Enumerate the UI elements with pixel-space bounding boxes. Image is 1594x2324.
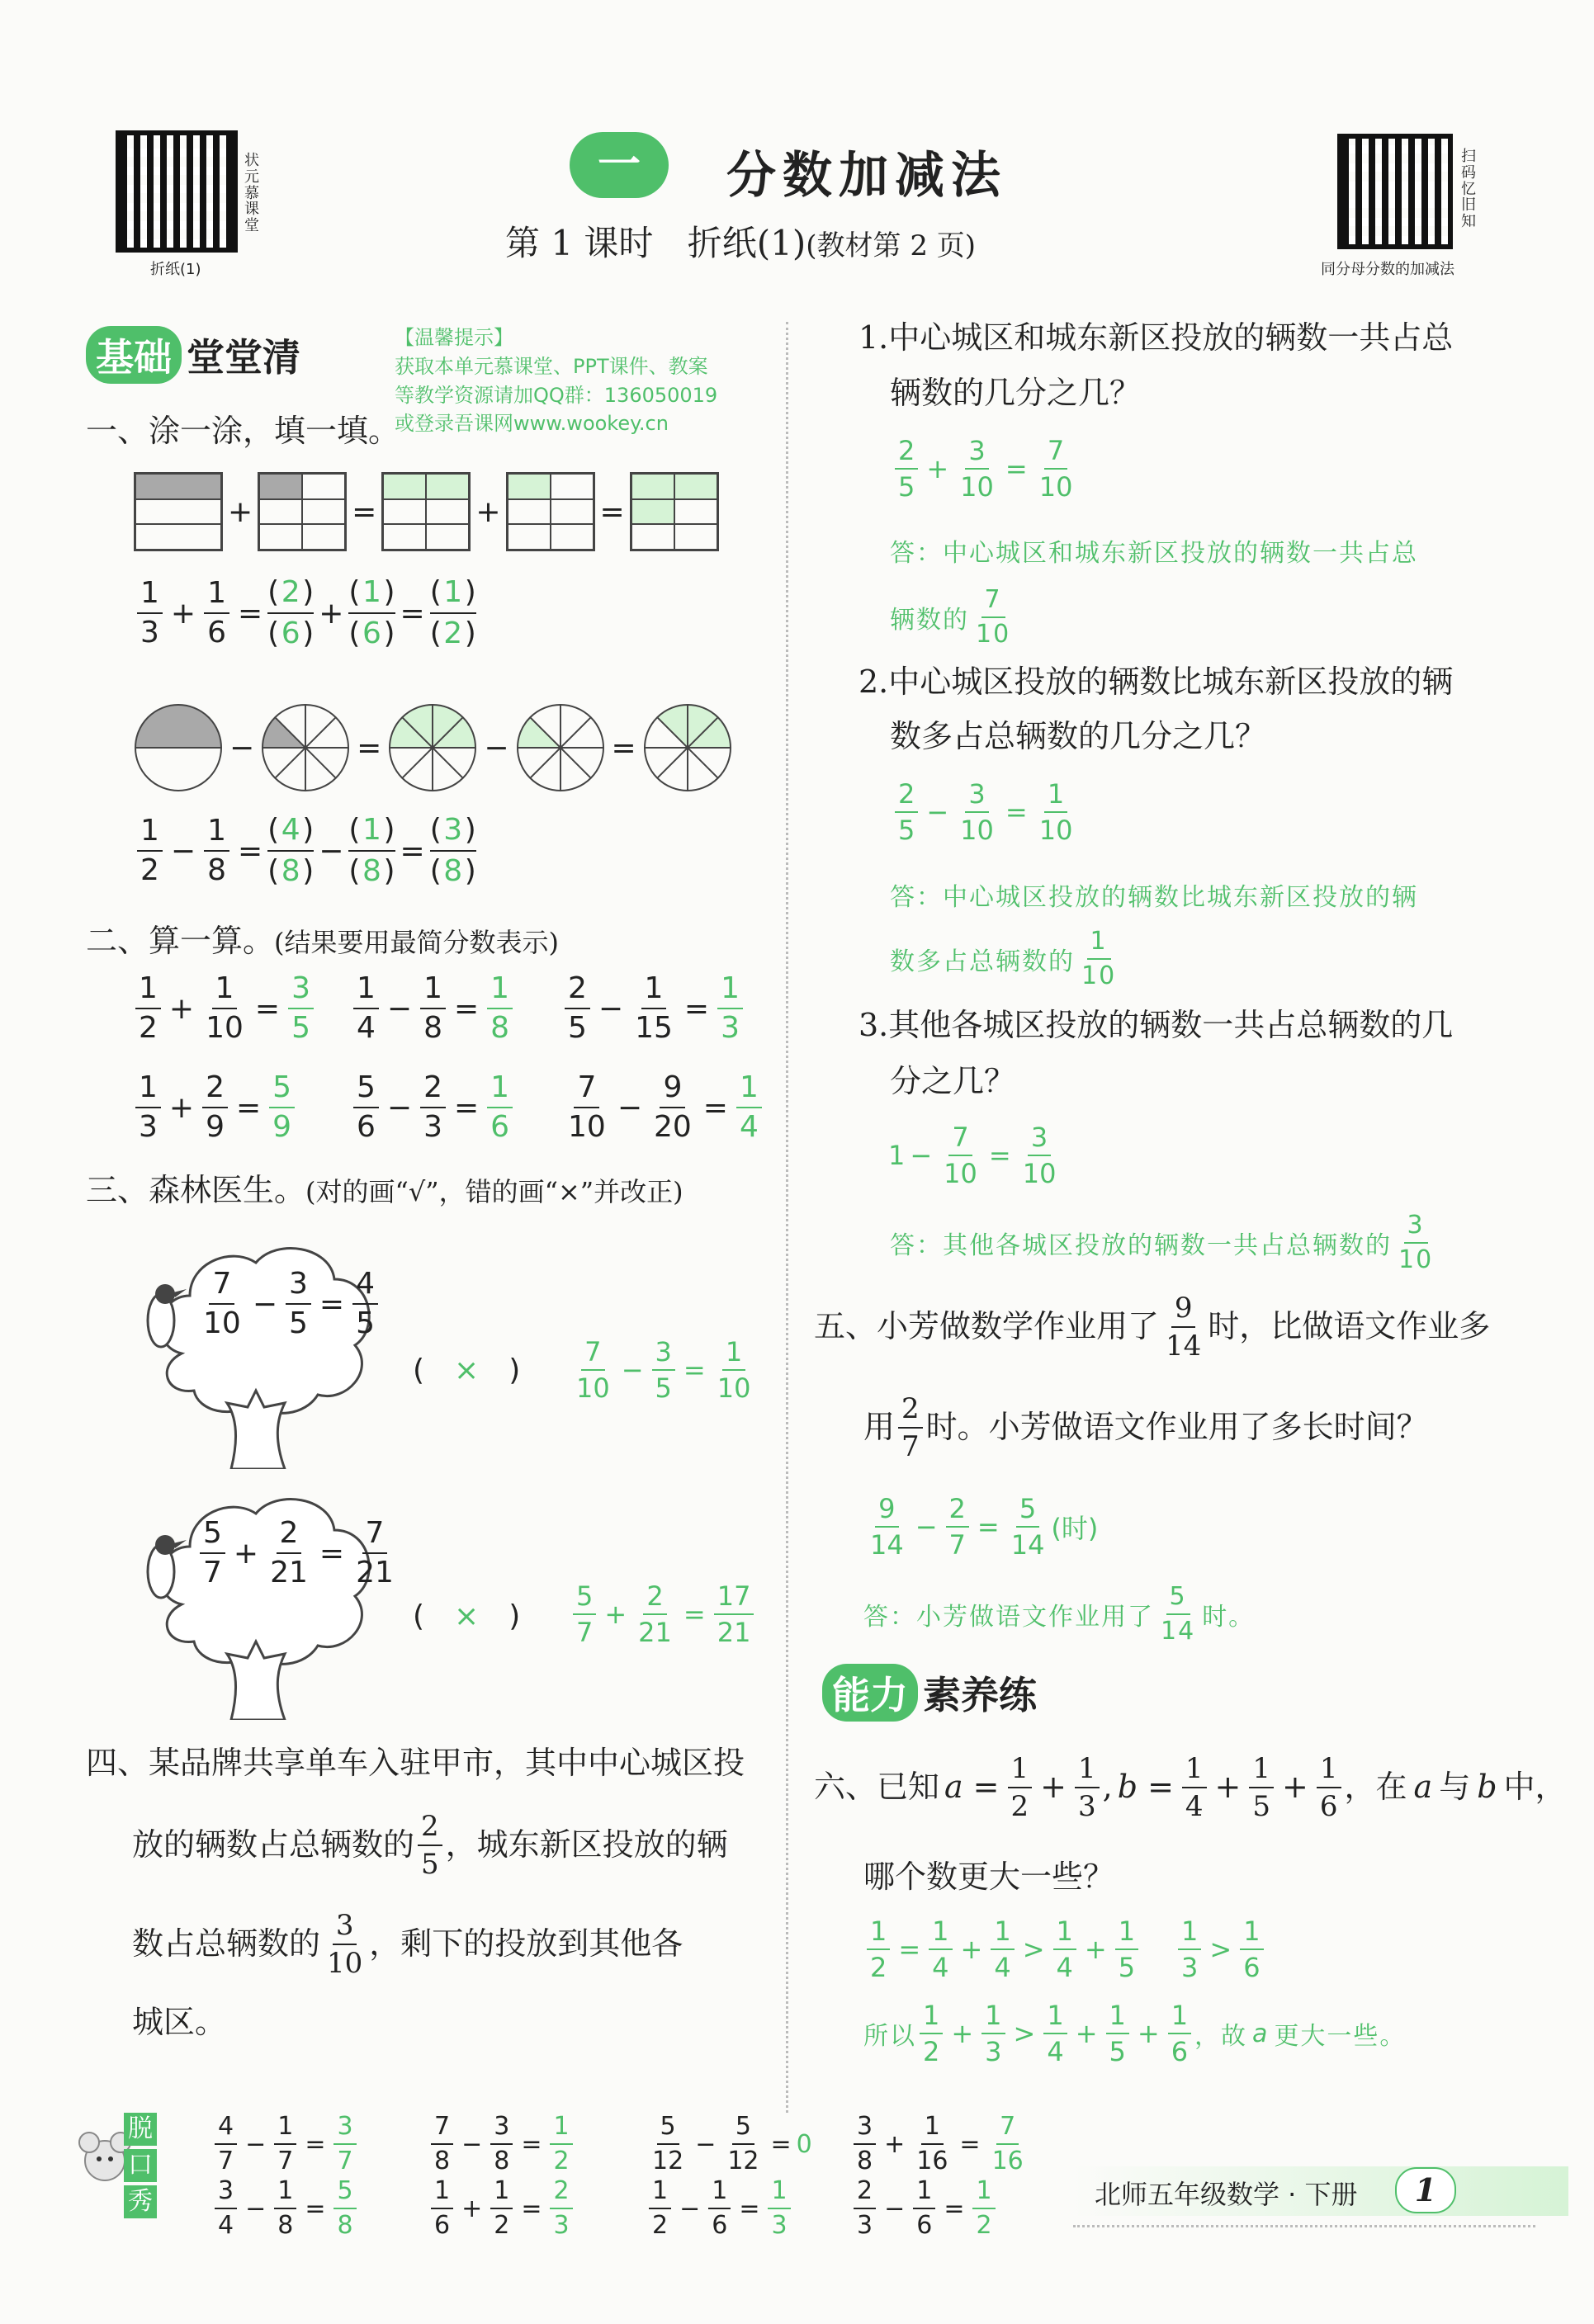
drill-3b: 1 2 − $\frac{1}{6}$ = $\frac{1}{3}$ (646, 2179, 794, 2238)
q3-tree2-expr: 5 7 + $\frac{2}{21}$ = $\frac{7}{21}$ (196, 1519, 400, 1588)
book-title: 北师五年级数学 · 下册 (1095, 2179, 1358, 2210)
q4-line-3: 数占总辆数的 3 10 ，剩下的投放到其他各 (132, 1909, 683, 1980)
q6-var-b-2: b (1477, 1769, 1497, 1806)
q2-expr-4: 1 3 + $\frac{2}{9}$ = $\frac{5}{9}$ (132, 1073, 298, 1142)
qr-code-left[interactable] (116, 130, 238, 253)
q3-title: 三、森林医生。 (86, 1172, 306, 1208)
minus-sign: − (484, 730, 509, 765)
q5-text-a: 五、小芳做数学作业用了 (814, 1308, 1160, 1345)
r3-work-one: 1 (888, 1140, 906, 1171)
rect-sixths-shaded (258, 472, 347, 551)
drill-1a: 4 7 − $\frac{1}{7}$ = $\frac{3}{7}$ (211, 2114, 360, 2174)
r2-work: 2 5 − $\frac{3}{10}$ = $\frac{1}{10}$ (892, 781, 1079, 843)
q2-expr-2: 1 4 − $\frac{1}{8}$ = $\frac{1}{8}$ (350, 974, 516, 1043)
answer-slot[interactable]: ( 4 ) ( 8 ) (267, 813, 315, 888)
drill-3a: 5 12 − $\frac{5}{12}$ = 0 (652, 2112, 812, 2175)
drill-2a: 7 8 − $\frac{3}{8}$ = $\frac{1}{2}$ (428, 2114, 576, 2174)
circle-half-shaded (132, 701, 225, 794)
q6-text-a: 六、已知 (814, 1769, 940, 1806)
q1-label: 一、涂一涂，填一填。 (86, 413, 400, 449)
q3-correction-1: 7 10 − $\frac{3}{5}$ = $\frac{1}{10}$ (576, 1336, 751, 1404)
q2-title: 二、算一算。 (86, 923, 275, 959)
q3-judgement-2[interactable]: ( × ) (413, 1599, 521, 1633)
r2-answer-a: 答：中心城区投放的辆数比城东新区投放的辆 (890, 883, 1418, 912)
q3-tree1-expr: 7 10 − $\frac{3}{5}$ = $\frac{4}{5}$ (196, 1269, 381, 1339)
q1-rect-row (134, 472, 719, 551)
q6-var-a: a (944, 1769, 963, 1806)
r1-question-a: 1.中心城区和城东新区投放的辆数一共占总 (858, 319, 1454, 356)
rect-sixths-answer-a (381, 472, 471, 551)
basic-section-label-b: 堂堂清 (187, 335, 300, 380)
q5-answer: 答：小芳做语文作业用了 5 14 时。 (863, 1582, 1256, 1646)
lesson-line (505, 216, 976, 266)
q6-answer-text-c: 更大一些。 (1274, 2022, 1407, 2051)
unit-title: 分数加减法 (726, 147, 1007, 205)
q5-text-c: 用 (863, 1409, 896, 1446)
footer-dotted-rule (1073, 2225, 1535, 2227)
equals-sign: = (611, 730, 636, 765)
qr-right-side-text: 扫码忆旧知 (1461, 148, 1476, 231)
q4-line-1: 四、某品牌共享单车入驻甲市，其中中心城区投 (86, 1745, 745, 1781)
q5-work: 9 14 − $\frac{2}{7}$ = $\frac{5}{14}$ (时) (870, 1493, 1099, 1561)
badge-char-3: 秀 (124, 2185, 157, 2218)
badge-char-1: 脱 (124, 2113, 157, 2146)
r3-answer-text: 答：其他各城区投放的辆数一共占总辆数的 (890, 1231, 1392, 1260)
q1-equation-2: 1 2 − $\frac{1}{8}$ = ( 4 ) ( 8 ) − ( 1 ) ( 8 ) = ( 3 ) ( 8 ) (134, 815, 476, 886)
badge-char-2: 口 (124, 2149, 157, 2182)
circle-eighths-shaded (259, 701, 352, 794)
unit-number: 一 (597, 139, 641, 190)
q5-line-1: 五、小芳做数学作业用了 9 14 时，比做语文作业多 (814, 1292, 1491, 1363)
r1-work: 2 5 + $\frac{3}{10}$ = $\frac{7}{10}$ (892, 437, 1079, 500)
q4-line-2-text-a: 放的辆数占总辆数的 (132, 1826, 415, 1863)
r1-answer-b: 辆数的 7 10 (890, 585, 1011, 649)
q5-answer-text-a: 答：小芳做语文作业用了 (863, 1603, 1154, 1632)
q3-judgement-1[interactable]: ( × ) (413, 1353, 521, 1387)
tree-woodpecker-illustration (132, 1481, 380, 1720)
unit-number-badge (570, 132, 669, 198)
ability-section-label-a: 能力 (822, 1664, 918, 1722)
q6-text-c: 与 (1439, 1769, 1471, 1806)
lesson-ref: (教材第 2 页) (806, 229, 977, 262)
q2-expr-6: 7 10 − $\frac{9}{20}$ = $\frac{1}{4}$ (561, 1073, 765, 1142)
q2-note: (结果要用最简分数表示) (274, 927, 559, 958)
r3-question-b: 分之几？ (890, 1063, 1016, 1099)
circle-eighths-answer-a (386, 701, 479, 794)
answer-slot[interactable]: ( 1 ) ( 6 ) (348, 575, 395, 650)
basic-section-label-a: 基础 (86, 326, 182, 384)
answer-slot[interactable]: ( 2 ) ( 6 ) (267, 575, 315, 650)
rect-sixths-answer-sum (630, 472, 719, 551)
r1-answer-a: 答：中心城区和城东新区投放的辆数一共占总 (890, 539, 1418, 568)
q6-line-2: 哪个数更大一些？ (863, 1859, 1115, 1895)
r1-answer-b-text: 辆数的 (890, 606, 969, 635)
q4-line-2-text-b: ，城东新区投放的辆 (445, 1826, 728, 1863)
tip-box (395, 324, 717, 438)
q4-line-3-text-b: ，剩下的投放到其他各 (369, 1925, 683, 1963)
q3-correction-2: 5 7 + $\frac{2}{21}$ = $\frac{17}{21}$ (570, 1583, 757, 1646)
q3-note: (对的画“√”，错的画“×”并改正) (305, 1176, 683, 1207)
page-number: 1 (1395, 2167, 1456, 2213)
q6-var-a-2: a (1413, 1769, 1433, 1806)
circle-eighths-answer-b (514, 701, 607, 794)
drill-1b: 3 4 − $\frac{1}{8}$ = $\frac{5}{8}$ (211, 2179, 360, 2238)
plus-sign: + (228, 494, 253, 529)
q6-line-1: 六、已知 a = $\frac{1}{2}$ + $\frac{1}{3}$ , b = $\frac{1}{4}$ + $\frac{1}{5}$ + $\frac{1}{6}$ ，在 a 与 b 中， (814, 1752, 1567, 1823)
lesson-topic: 折纸(1) (687, 223, 806, 263)
equals-sign: = (357, 730, 382, 765)
equals-sign: = (352, 494, 377, 529)
q4-line-2: 放的辆数占总辆数的 2 5 ，城东新区投放的辆 (132, 1810, 728, 1881)
drill-4a: 3 8 + $\frac{1}{16}$ = $\frac{7}{16}$ (850, 2114, 1030, 2174)
answer-slot[interactable]: ( 3 ) ( 8 ) (429, 813, 476, 888)
r2-question-a: 2.中心城区投放的辆数比城东新区投放的辆 (858, 664, 1454, 700)
q4-line-3-text-a: 数占总辆数的 (132, 1925, 321, 1963)
tip-line-2: 等教学资源请加QQ群：136050019 (395, 383, 718, 407)
r3-work: 1 − $\frac{7}{10}$ = $\frac{3}{10}$ (888, 1122, 1057, 1189)
ability-section-label-b: 素养练 (923, 1673, 1037, 1717)
q3-label (86, 1170, 683, 1211)
q5-text-d: 时。小芳做语文作业用了多长时间？ (925, 1409, 1428, 1446)
q6-text-d: 中， (1503, 1769, 1567, 1806)
basic-section-banner (86, 326, 300, 384)
r2-question-b: 数多占总辆数的几分之几？ (890, 718, 1267, 754)
tree-woodpecker-illustration (132, 1230, 380, 1469)
q1-circle-row (132, 701, 734, 794)
q3-mark-2: × (454, 1599, 480, 1633)
rect-sixths-answer-b (506, 472, 595, 551)
q6-answer: 所以 1 2 + $\frac{1}{3}$ > 1 4 + $\frac{1}{5}$ + $\frac{1}{6}$ ，故 a 更大一些。 (863, 2000, 1407, 2067)
plus-sign: + (475, 494, 501, 529)
q6-text-b: ，在 (1344, 1769, 1407, 1806)
tip-line-1: 获取本单元慕课堂、PPT课件、教案 (395, 354, 708, 378)
q6-work-1: $\frac{1}{2}$ = $\frac{1}{4}$ + $\frac{1}{4}$ > 1 4 + $\frac{1}{5}$ 1 3 > 1 6 (863, 1918, 1267, 1981)
q2-expr-1: 1 2 + $\frac{1}{10}$ = $\frac{3}{5}$ (132, 974, 317, 1043)
q6-var-b: b (1117, 1769, 1138, 1806)
r3-question-a: 3.其他各城区投放的辆数一共占总辆数的几 (858, 1007, 1454, 1043)
drill-2b: 1 6 + $\frac{1}{2}$ = $\frac{2}{3}$ (428, 2179, 576, 2238)
r2-answer-b: 数多占总辆数的 1 10 (890, 927, 1117, 990)
ability-section-banner (822, 1664, 1037, 1722)
drill-4b: 2 3 − $\frac{1}{6}$ = $\frac{1}{2}$ (850, 2179, 999, 2238)
q3-mark-1: × (454, 1353, 480, 1387)
q5-line-2: 用 2 7 时。小芳做语文作业用了多长时间？ (863, 1392, 1428, 1463)
q5-text-b: 时，比做语文作业多 (1208, 1308, 1491, 1345)
talk-show-badge (76, 2113, 158, 2220)
column-divider (786, 322, 788, 2113)
q5-answer-text-b: 时。 (1202, 1603, 1256, 1632)
q2-expr-5: 5 6 − $\frac{2}{3}$ = $\frac{1}{6}$ (350, 1073, 516, 1142)
answer-slot[interactable]: ( 1 ) ( 8 ) (348, 813, 395, 888)
q6-answer-text-b: ，故 (1194, 2022, 1248, 2051)
qr-right-caption: 同分母分数的加减法 (1321, 261, 1454, 278)
r1-question-b: 辆数的几分之几？ (890, 375, 1142, 411)
minus-sign: − (229, 730, 255, 765)
qr-code-right[interactable] (1337, 134, 1453, 249)
tip-title: 【温馨提示】 (395, 326, 513, 349)
lesson-number: 第 1 课时 (505, 223, 654, 263)
circle-eighths-answer-diff (641, 701, 734, 794)
qr-left-side-text: 状元慕课堂 (244, 152, 259, 235)
equals-sign: = (599, 494, 625, 529)
rect-thirds-shaded (134, 472, 223, 551)
r3-answer: 答：其他各城区投放的辆数一共占总辆数的 3 10 (890, 1211, 1434, 1274)
q5-unit: (时) (1051, 1513, 1099, 1544)
q6-answer-text-a: 所以 (863, 2022, 916, 2051)
q4-line-4: 城区。 (132, 2004, 227, 2040)
r2-answer-b-text: 数多占总辆数的 (890, 947, 1075, 976)
tip-line-3: 或登录吾课网www.wookey.cn (395, 412, 669, 436)
answer-slot[interactable]: ( 1 ) ( 2 ) (429, 575, 476, 650)
q2-expr-3: 2 5 − $\frac{1}{15}$ = $\frac{1}{3}$ (561, 974, 746, 1043)
q1-equation-1: 1 3 + $\frac{1}{6}$ = ( 2 ) ( 6 ) + ( 1 ) ( 6 ) = ( 1 ) ( 2 ) (134, 578, 476, 649)
q6-answer-var: a (1252, 2019, 1270, 2048)
q2-label (86, 921, 559, 961)
qr-left-caption: 折纸(1) (150, 261, 201, 278)
